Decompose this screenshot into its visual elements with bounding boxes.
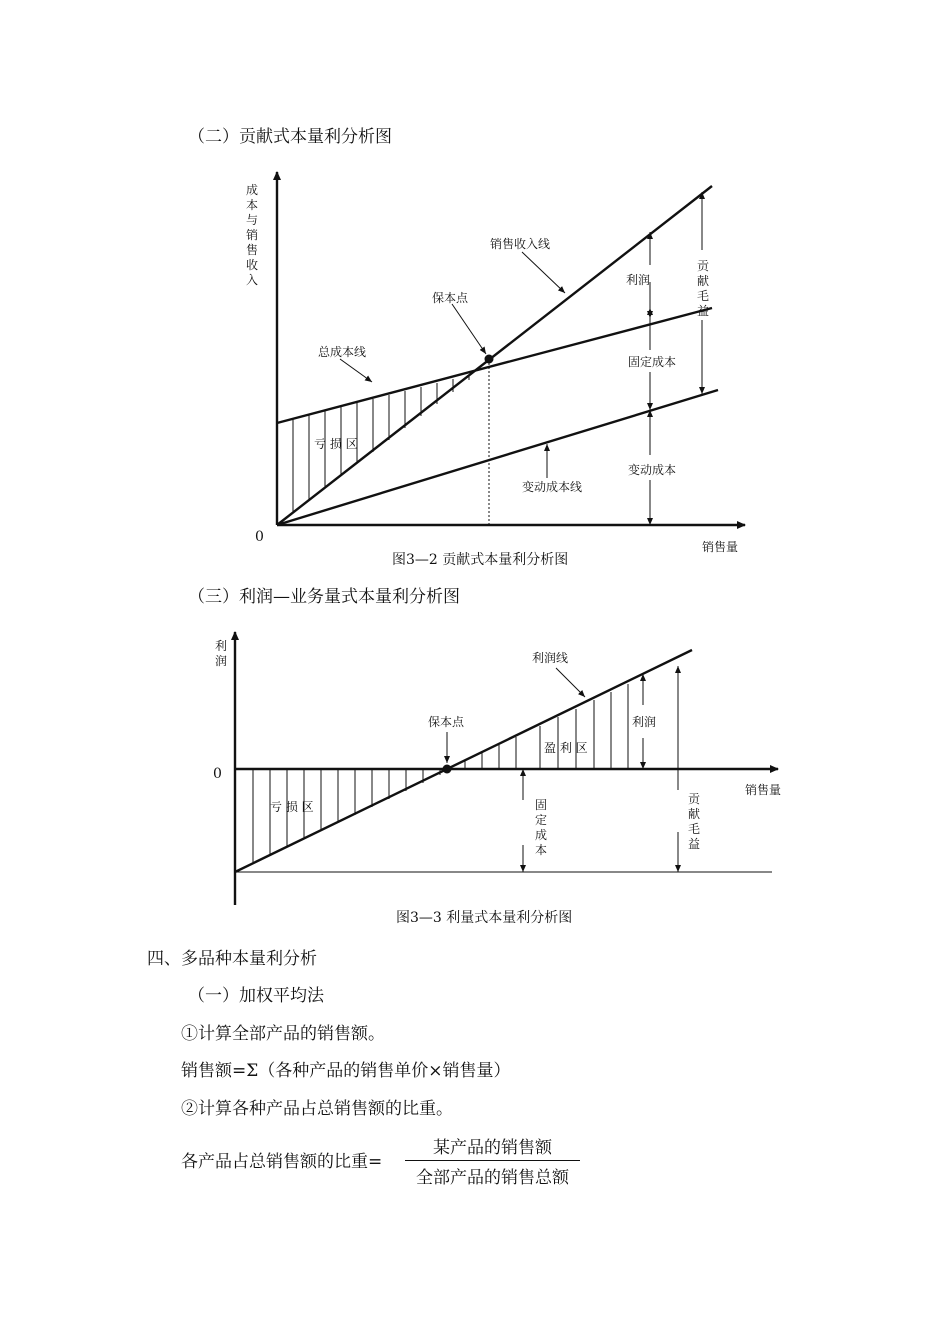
revenue-line-label: 销售收入线 xyxy=(490,237,551,251)
svg-text:益: 益 xyxy=(697,304,710,318)
svg-text:售: 售 xyxy=(246,243,259,257)
profit-line xyxy=(235,650,692,872)
variable-cost-line-label: 变动成本线 xyxy=(522,480,583,494)
variable-cost-line xyxy=(277,390,718,525)
svg-text:销: 销 xyxy=(246,228,259,242)
profit-zone-hatching xyxy=(465,684,628,769)
contribution-label xyxy=(688,792,701,851)
variable-cost-label: 变动成本 xyxy=(628,463,677,477)
breakeven-label: 保本点 xyxy=(428,715,465,729)
formula2-numerator: 某产品的销售额 xyxy=(433,1138,552,1158)
fixed-cost-label: 固定成本 xyxy=(628,355,677,369)
section4-heading: 四、多品种本量利分析 xyxy=(147,949,317,969)
svg-text:与: 与 xyxy=(246,213,259,227)
origin-label: 0 xyxy=(213,766,222,782)
total-cost-label: 总成本线 xyxy=(318,345,367,359)
section2-heading: （二）贡献式本量利分析图 xyxy=(188,127,392,147)
profit-zone-label: 盈 利 区 xyxy=(544,741,588,755)
formula2-denominator: 全部产品的销售总额 xyxy=(416,1168,569,1188)
revenue-pointer xyxy=(522,252,565,293)
step1-text: ①计算全部产品的销售额。 xyxy=(181,1024,385,1044)
svg-text:献: 献 xyxy=(688,807,701,821)
svg-text:献: 献 xyxy=(697,274,710,288)
profit-line-pointer xyxy=(556,668,585,697)
breakeven-label: 保本点 xyxy=(432,291,469,305)
figure-3-3 xyxy=(0,620,950,940)
breakeven-point xyxy=(443,765,452,774)
origin-label: 0 xyxy=(255,529,264,545)
loss-zone-label: 亏 损 区 xyxy=(270,800,314,814)
svg-text:定: 定 xyxy=(535,813,548,827)
fixed-cost-label xyxy=(535,798,547,857)
svg-text:润: 润 xyxy=(215,654,228,668)
step2-text: ②计算各种产品占总销售额的比重。 xyxy=(181,1099,453,1119)
svg-text:本: 本 xyxy=(535,843,548,857)
y-axis-label xyxy=(215,638,227,668)
contribution-label xyxy=(697,259,710,318)
formula1-text: 销售额=Σ（各种产品的销售单价×销售量） xyxy=(181,1061,511,1081)
loss-zone-label: 亏 损 区 xyxy=(314,437,358,451)
svg-text:本: 本 xyxy=(246,198,259,212)
breakeven-pointer xyxy=(452,304,486,354)
svg-text:收: 收 xyxy=(246,258,259,272)
svg-text:入: 入 xyxy=(246,273,259,287)
x-axis-label: 销售量 xyxy=(702,540,739,554)
formula2-fraction xyxy=(405,1133,580,1188)
figure-3-2 xyxy=(0,0,950,600)
svg-text:成: 成 xyxy=(246,183,259,197)
svg-text:固: 固 xyxy=(535,798,548,812)
x-axis-label: 销售量 xyxy=(745,783,782,797)
svg-text:贡: 贡 xyxy=(697,259,710,273)
svg-text:毛: 毛 xyxy=(697,289,710,303)
profit-label: 利润 xyxy=(632,715,657,729)
formula2-left: 各产品占总销售额的比重= xyxy=(181,1152,383,1172)
y-axis-label xyxy=(246,182,258,287)
svg-text:益: 益 xyxy=(688,837,701,851)
total-cost-pointer xyxy=(340,359,372,382)
svg-text:毛: 毛 xyxy=(688,822,701,836)
figure-3-3-caption: 图3—3 利量式本量利分析图 xyxy=(396,910,573,926)
svg-text:利: 利 xyxy=(215,639,228,653)
svg-text:成: 成 xyxy=(535,828,548,842)
profit-line-label: 利润线 xyxy=(532,651,569,665)
profit-label: 利润 xyxy=(626,273,651,287)
figure-3-2-caption: 图3—2 贡献式本量利分析图 xyxy=(392,552,569,568)
svg-text:贡: 贡 xyxy=(688,792,701,806)
section4-sub1: （一）加权平均法 xyxy=(188,986,324,1006)
section3-heading: （三）利润—业务量式本量利分析图 xyxy=(188,587,460,607)
